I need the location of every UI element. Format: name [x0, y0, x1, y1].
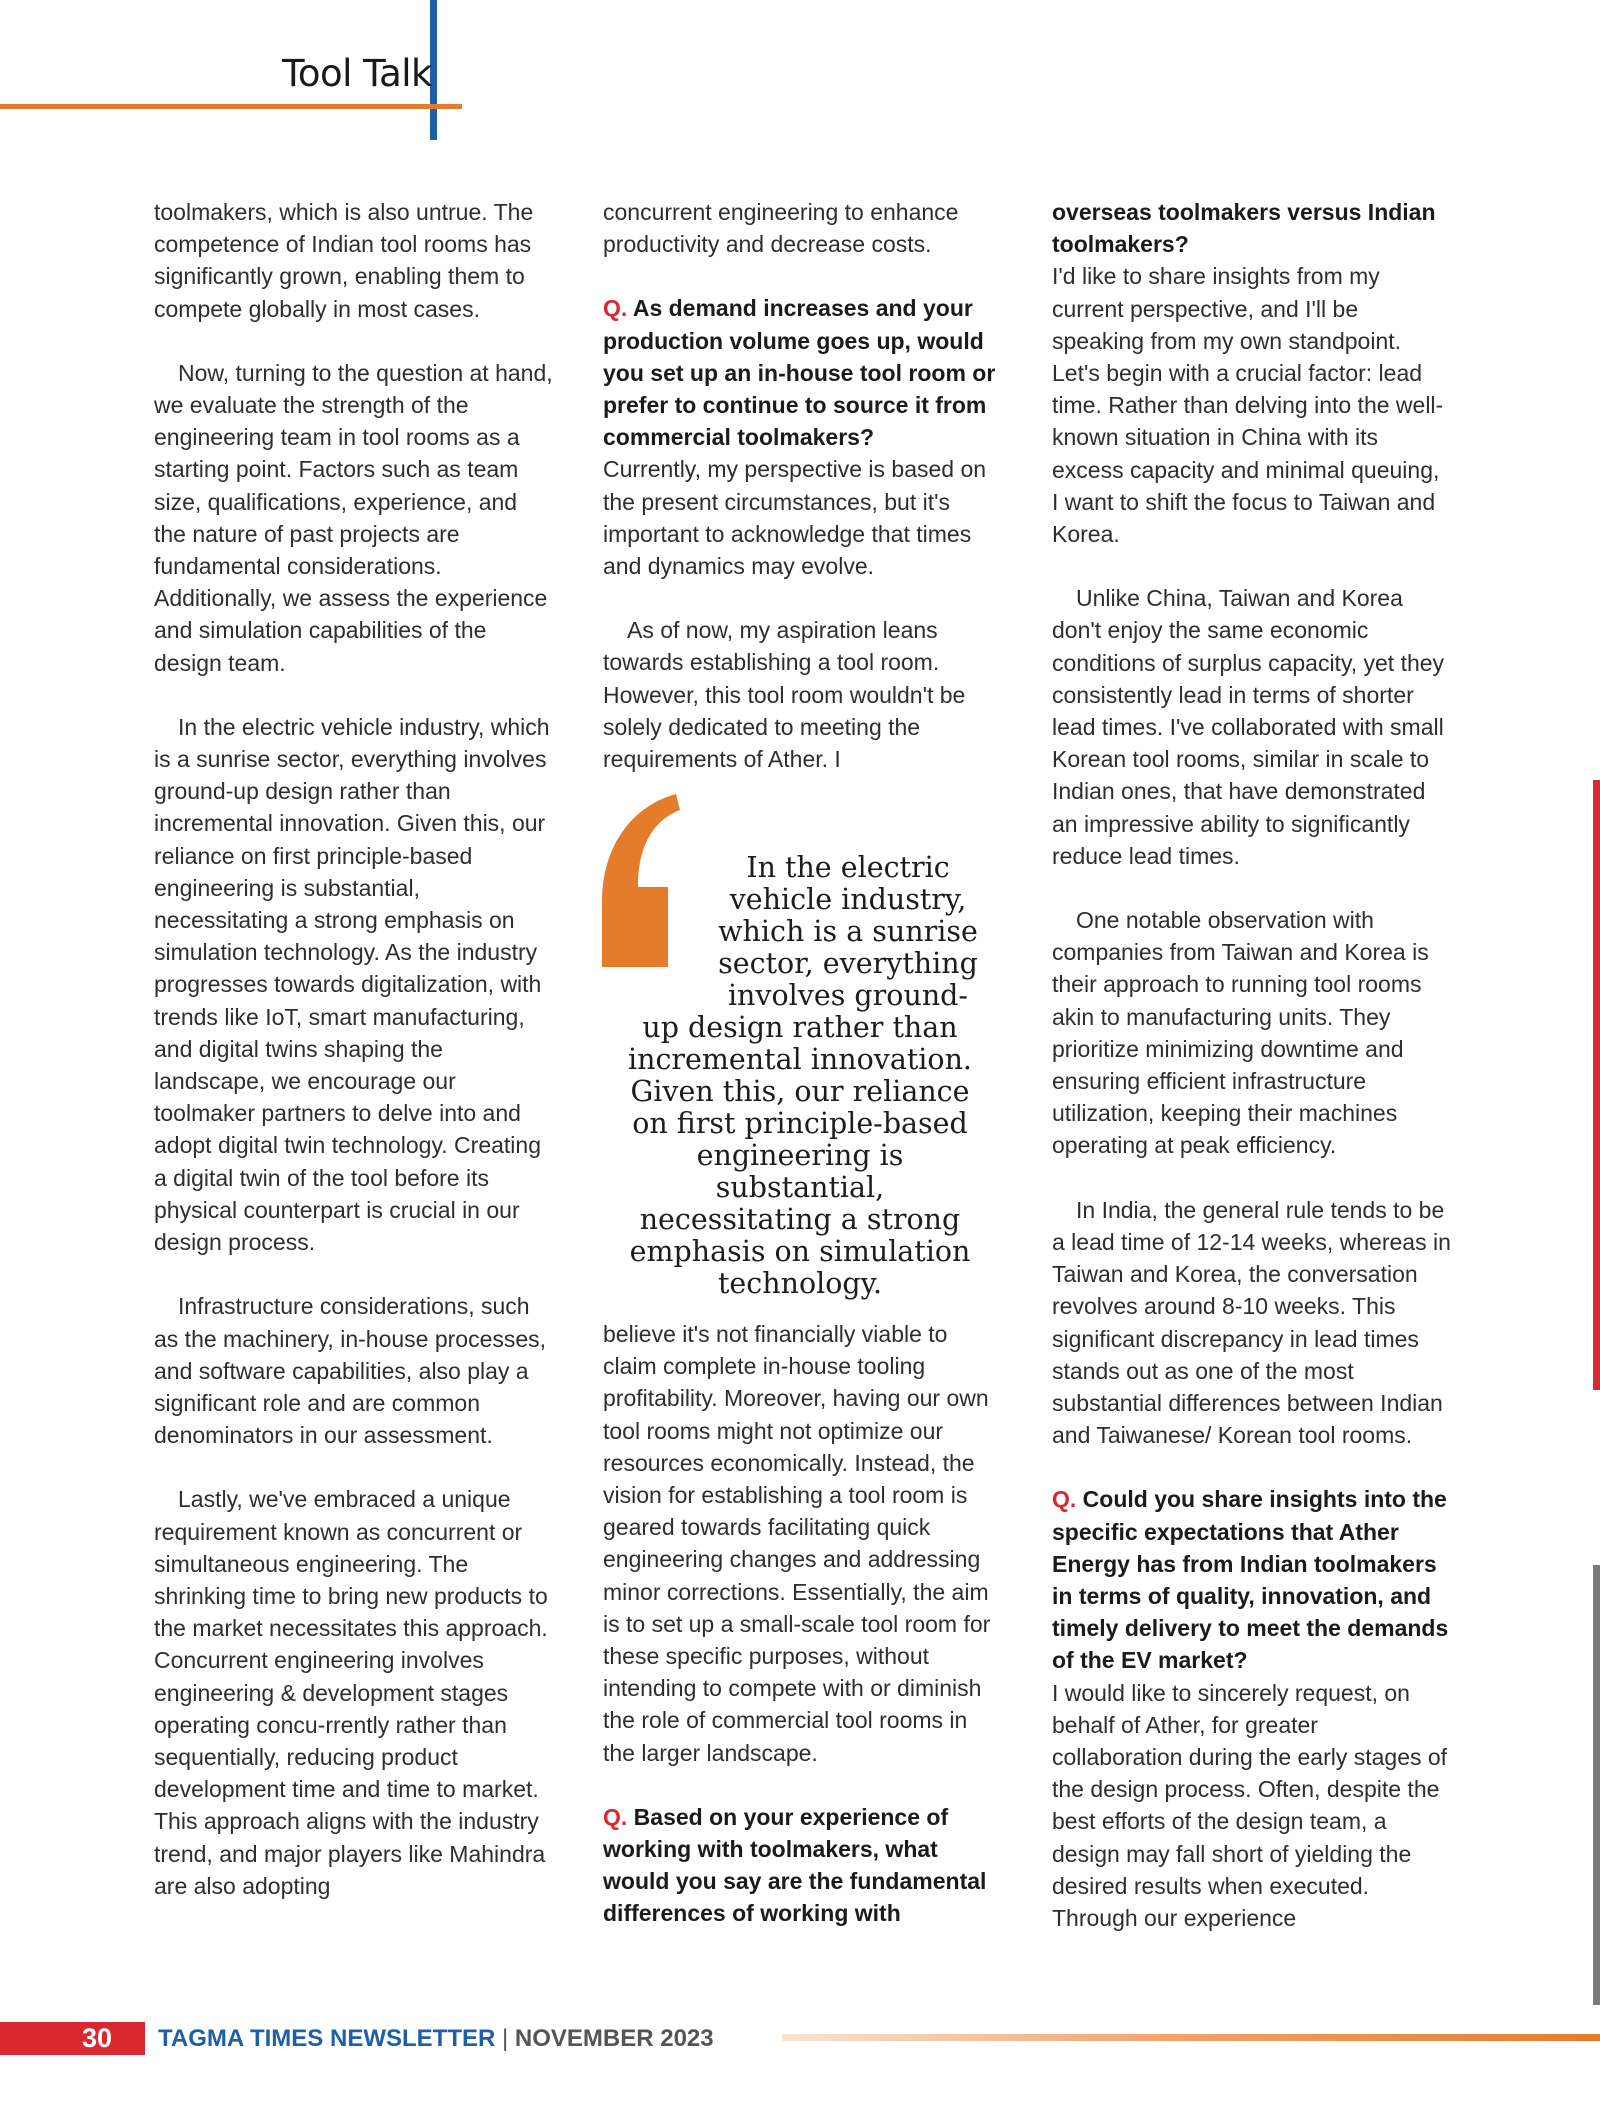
footer-gradient-rule	[782, 2034, 1600, 2041]
question-2	[603, 1801, 1003, 1930]
footer-publication	[158, 2023, 714, 2055]
question-text: Could you share insights into the specific expectations that Ather Energy has from Indian toolmakers in terms of quality, innovation, and timely delivery to meet the demands of the EV market?	[1052, 1486, 1449, 1674]
question-marker: Q.	[603, 295, 628, 322]
answer-3: I would like to sincerely request, on behalf of Ather, for greater collaboration during the early stages of the design process. Often, despite the best efforts of the design team, a design may fall short of yielding the desired results when executed. Through our experience	[1052, 1679, 1448, 1931]
pull-quote-line: vehicle industry,	[729, 883, 967, 916]
page-number: 30	[82, 2023, 113, 2053]
pull-quote-line: engineering is substantial,	[696, 1139, 904, 1204]
paragraph: believe it's not financially viable to claim complete in-house tooling profitability. Moreover, having our own tool rooms might not optimize our resources economically. Instead, the vision for establishing a tool room is geared towards facilitating quick engineering changes and addressing minor corrections. Essentially, the aim is to set up a small-scale tool room for these specific purposes, without intending to compete with or diminish the role of commercial tool rooms in the larger landscape.	[603, 1321, 991, 1766]
paragraph: concurrent engineering to enhance productivity and decrease costs.	[603, 199, 959, 258]
paragraph: In the electric vehicle industry, which is a sunrise sector, everything involves ground-up design rather than incremental innovation. Given this, our reliance on first principle-based engineering is substantial, necessitating a strong emphasis on simulation technology. As the industry progresses towards digitalization, with trends like IoT, smart manufacturing, and digital twins shaping the landscape, we encourage our toolmaker partners to delve into and adopt digital twin technology. Creating a digital twin of the tool before its physical counterpart is crucial in our design process.	[154, 713, 550, 1256]
article-column-2	[603, 196, 1003, 807]
pull-quote-line: on first principle-based	[632, 1107, 968, 1140]
question-marker: Q.	[603, 1803, 628, 1830]
pull-quote	[610, 852, 990, 1300]
pull-quote-line: which is a sunrise	[718, 915, 978, 948]
edge-accent-red	[1593, 780, 1600, 1390]
section-title: Tool Talk	[282, 52, 432, 95]
pull-quote-line: incremental innovation.	[627, 1043, 972, 1076]
paragraph: As of now, my aspiration leans towards establishing a tool room. However, this tool room wouldn't be solely dedicated to meeting the requirements of Ather. I	[603, 617, 966, 773]
pull-quote-line: sector, everything	[718, 947, 978, 980]
issue-date: NOVEMBER 2023	[514, 2025, 714, 2052]
article-column-3	[1052, 196, 1452, 1966]
pull-quote-line: technology.	[717, 1267, 883, 1300]
pull-quote-line: In the electric	[746, 851, 950, 884]
pull-quote-line: emphasis on simulation	[629, 1235, 971, 1268]
pull-quote-line: up design rather than	[642, 1011, 958, 1044]
article-column-2-continued	[603, 1318, 1003, 1930]
pull-quote-line: necessitating a strong	[639, 1203, 961, 1236]
article-column-1	[154, 196, 554, 1934]
header-orange-rule	[0, 104, 462, 109]
footer-separator: |	[501, 2025, 509, 2052]
publication-name: TAGMA TIMES NEWSLETTER	[158, 2025, 496, 2052]
question-1	[603, 292, 1003, 453]
pull-quote-line: involves ground-	[727, 979, 969, 1012]
answer-2: I'd like to share insights from my current perspective, and I'll be speaking from my own standpoint. Let's begin with a crucial factor: lead time. Rather than delving into the well-known situation in China with its excess capacity and minimal queuing, I want to shift the focus to Taiwan and Korea.	[1052, 263, 1444, 548]
paragraph: Unlike China, Taiwan and Korea don't enjoy the same economic conditions of surplus capacity, yet they consistently lead in terms of shorter lead times. I've collaborated with small Korean tool rooms, similar in scale to Indian ones, that have demonstrated an impressive ability to significantly reduce lead times.	[1052, 585, 1445, 869]
paragraph: toolmakers, which is also untrue. The competence of Indian tool rooms has significantly grown, enabling them to compete globally in most cases.	[154, 199, 534, 322]
question-text: Based on your experience of working with toolmakers, what would you say are the fundamental differences of working with	[603, 1803, 987, 1927]
question-2-continued: overseas toolmakers versus Indian toolmakers?	[1052, 199, 1436, 258]
paragraph: Infrastructure considerations, such as the machinery, in-house processes, and software capabilities, also play a significant role and are common denominators in our assessment.	[154, 1293, 547, 1449]
question-3	[1052, 1483, 1452, 1676]
question-text: As demand increases and your production volume goes up, would you set up an in-house tool room or prefer to continue to source it from commercial toolmakers?	[603, 295, 996, 451]
paragraph: Now, turning to the question at hand, we evaluate the strength of the engineering team in tool rooms as a starting point. Factors such as team size, qualifications, experience, and the nature of past projects are fundamental considerations. Additionally, we assess the experience and simulation capabilities of the design team.	[154, 359, 553, 676]
question-marker: Q.	[1052, 1486, 1077, 1513]
edge-accent-gray	[1593, 1565, 1600, 2005]
paragraph: In India, the general rule tends to be a lead time of 12-14 weeks, whereas in Taiwan and Korea, the conversation revolves around 8-10 weeks. This significant discrepancy in lead times stands out as one of the most substantial differences between Indian and Taiwanese/ Korean tool rooms.	[1052, 1196, 1451, 1449]
pull-quote-line: Given this, our reliance	[630, 1075, 970, 1108]
paragraph: One notable observation with companies from Taiwan and Korea is their approach to running tool rooms akin to manufacturing units. They prioritize minimizing downtime and ensuring efficient infrastructure utilization, keeping their machines operating at peak efficiency.	[1052, 907, 1429, 1159]
paragraph: Lastly, we've embraced a unique requirement known as concurrent or simultaneous engineering. The shrinking time to bring new products to the market necessitates this approach. Concurrent engineering involves engineering & development stages operating concu-rrently rather than sequentially, reducing product development time and time to market. This approach aligns with the industry trend, and major players like Mahindra are also adopting	[154, 1486, 548, 1899]
answer-1: Currently, my perspective is based on the present circumstances, but it's important to acknowledge that times and dynamics may evolve.	[603, 456, 987, 580]
